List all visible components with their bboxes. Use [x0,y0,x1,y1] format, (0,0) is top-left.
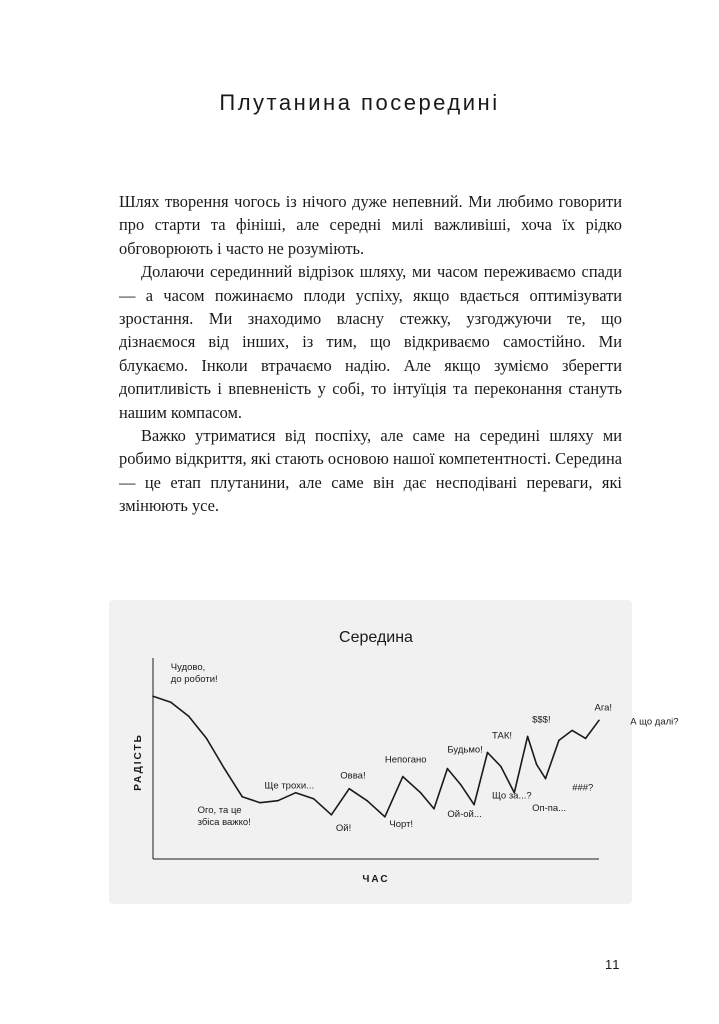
data-point [598,720,600,722]
data-point [384,816,386,818]
chart-annotation: Ого, та це [197,804,242,816]
data-point [460,784,462,786]
chart-annotation: $$$! [532,714,551,726]
chart-annotation: ТАК! [492,730,512,742]
data-point [545,778,547,780]
data-point [295,792,297,794]
data-point [487,752,489,754]
paragraph-1: Шлях творення чогось із нічого дуже непевний. Ми любимо говорити про старти та фініші, але середні милі важливіші, хоча їх рідко обговорюють і часто не розуміють. [119,192,622,258]
figure-panel [109,600,679,904]
chart-annotation: ###? [572,782,594,794]
chart-annotation: Чорт! [389,818,414,830]
data-point [152,695,154,697]
chart-annotation: Ага! [594,702,613,714]
data-point [571,730,573,732]
data-point [188,716,190,718]
annotations-group [171,662,679,834]
page-number: 11 [605,957,621,972]
chart-title: Середина [339,629,413,646]
chart-annotation: Непогано [384,754,427,766]
data-point [473,804,475,806]
body-text [119,190,622,518]
data-point [348,788,350,790]
chart-annotation: Що за...? [492,790,532,802]
data-point [433,808,435,810]
data-point [366,800,368,802]
x-axis-label: ЧАС [362,874,390,885]
chart-annotation: Оп-па... [532,802,567,814]
chart-annotation: Будьмо! [447,744,483,756]
data-point [259,802,261,804]
data-point [277,800,279,802]
data-point [500,766,502,768]
emotion-chart [109,600,679,904]
y-axis-label: РАДІСТЬ [133,733,144,791]
paragraph-3: Важко утриматися від поспіху, але саме на середині шляху ми робимо відкриття, які стають основою нашої компетентності. Середина — це етап плутанини, але саме він дає несподівані переваги, які змінюють усе. [119,426,622,516]
chart-annotation: Чудово, [170,662,206,674]
data-point [331,814,333,816]
data-point [170,701,172,703]
data-point [527,736,529,738]
chapter-title: Плутанина посередині [219,90,500,115]
data-point [224,768,226,770]
data-point [447,768,449,770]
chart-annotation: Ой-ой... [447,808,482,820]
chart-annotation: Овва! [340,770,366,782]
data-point [585,738,587,740]
chart-annotation: Ще трохи... [264,780,315,792]
chart-annotation: збіса важко! [197,816,251,828]
chart-annotation: Ой! [335,822,352,834]
data-point [313,798,315,800]
chart-annotation: до роботи! [170,674,218,686]
paragraph-2: Долаючи серединний відрізок шляху, ми часом переживаємо спади — а часом пожинаємо плоди успіху, якщо вдається оптимізувати зростання. Ми знаходимо власну стежку, узгоджуючи те, що дізнаємося від інших, із тим, що відкриваємо самостійно. Ми блукаємо. Інколи втрачаємо надію. Але якщо зуміємо зберегти допитливість і впевненість у собі, то інтуїція та переконання стануть нашим компасом. [119,262,622,422]
data-point [420,792,422,794]
chart-annotation: А що далі? [630,716,679,728]
data-point [558,740,560,742]
data-point [241,796,243,798]
data-point [402,776,404,778]
data-point [536,764,538,766]
data-point [206,738,208,740]
